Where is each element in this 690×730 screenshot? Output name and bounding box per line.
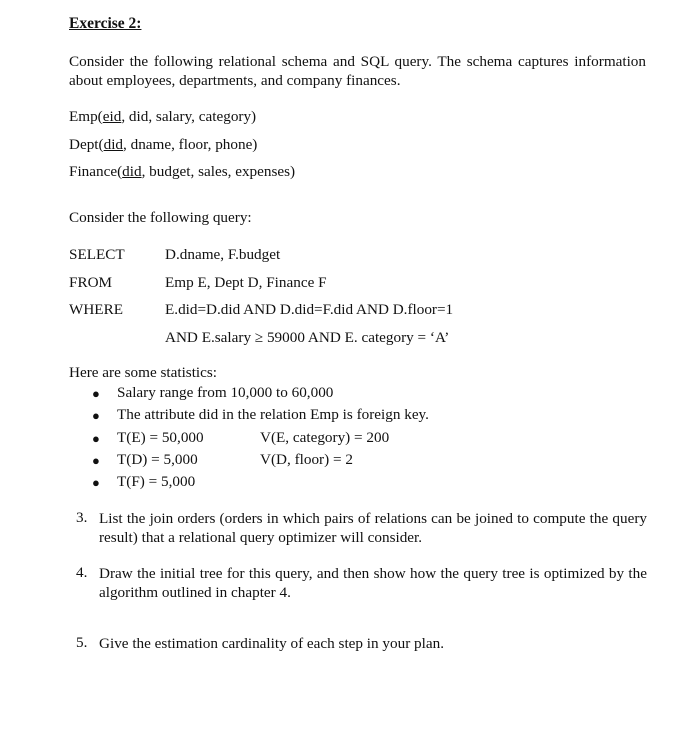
from-clause: Emp E, Dept D, Finance F: [165, 274, 327, 291]
question-number: 3.: [76, 509, 88, 526]
bullet-icon: ●: [92, 408, 100, 423]
stat-item: T(E) = 50,000: [117, 429, 204, 446]
where-clause-line1: E.did=D.did AND D.did=F.did AND D.floor=1: [165, 301, 454, 318]
stats-intro: Here are some statistics:: [69, 364, 218, 381]
query-intro: Consider the following query:: [69, 209, 252, 226]
question-text: Draw the initial tree for this query, and then show how the query tree is optimized by the algorithm outlined in chapter 4.: [99, 565, 647, 601]
select-keyword: SELECT: [69, 246, 125, 263]
bullet-icon: ●: [92, 475, 100, 490]
question-text: Give the estimation cardinality of each step in your plan.: [99, 635, 444, 652]
schema-emp: Emp(eid, did, salary, category): [69, 108, 257, 125]
stat-item: V(D, floor) = 2: [260, 451, 353, 468]
exercise-title: Exercise 2:: [69, 15, 142, 32]
where-clause-line2: AND E.salary ≥ 59000 AND E. category = ‘A’: [165, 329, 450, 346]
schema-dept: Dept(did, dname, floor, phone): [69, 136, 258, 153]
stat-item: T(F) = 5,000: [117, 473, 196, 490]
schema-finance: Finance(did, budget, sales, expenses): [69, 163, 296, 180]
bullet-icon: ●: [92, 453, 100, 468]
question-number: 5.: [76, 634, 88, 651]
question-text: List the join orders (orders in which pairs of relations can be joined to compute the query result) that a relational query optimizer will consider.: [99, 510, 647, 546]
stat-item: V(E, category) = 200: [260, 429, 390, 446]
bullet-icon: ●: [92, 431, 100, 446]
stat-item: Salary range from 10,000 to 60,000: [117, 384, 334, 401]
intro-paragraph: Consider the following relational schema and SQL query. The schema captures information about employees, departments, and company finances.: [69, 53, 646, 89]
select-clause: D.dname, F.budget: [165, 246, 281, 263]
where-keyword: WHERE: [69, 301, 123, 318]
stat-item: The attribute did in the relation Emp is foreign key.: [117, 406, 429, 423]
from-keyword: FROM: [69, 274, 113, 291]
stat-item: T(D) = 5,000: [117, 451, 198, 468]
bullet-icon: ●: [92, 386, 100, 401]
question-number: 4.: [76, 564, 88, 581]
